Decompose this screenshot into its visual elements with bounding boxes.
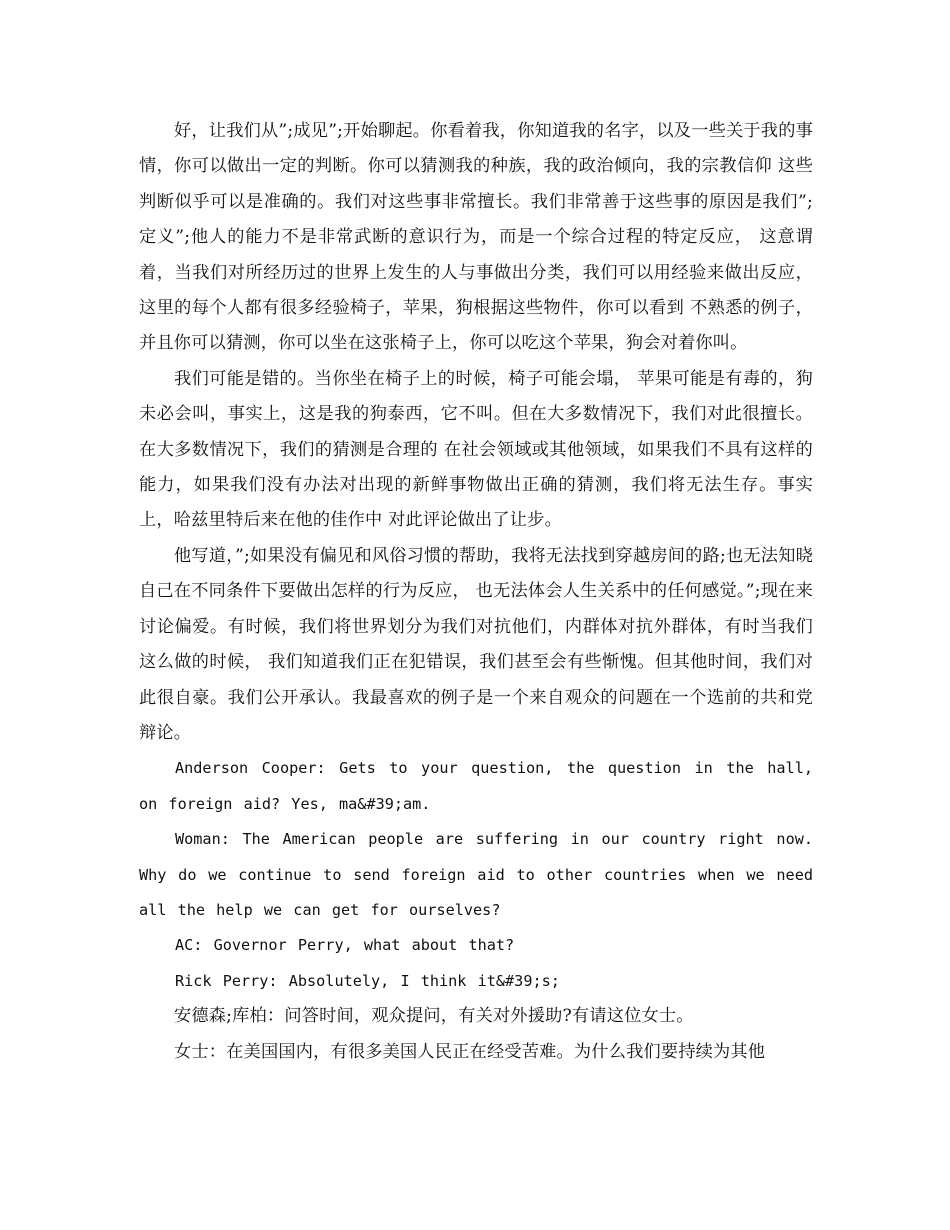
paragraph-mistakes: 我们可能是错的。当你坐在椅子上的时候，椅子可能会塌， 苹果可能是有毒的，狗未必会叫，事实上，这是我的狗泰西，它不叫。但在大多数情况下，我们对此很擅长。在大多数情况下，我们的猜测是合理的 在社会领域或其他领域，如果我们不具有这样的能力，如果我们没有办法对出现的新鲜事物做出正确的猜测，我们将无法生存。事实上，哈兹里特后来在他的佳作中 对此评论做出了让步。 <box>139 368 813 531</box>
transcript-ac: AC: Governor Perry, what about that? <box>175 936 515 955</box>
paragraph-prejudice: 好，让我们从”;成见”;开始聊起。你看着我，你知道我的名字，以及一些关于我的事情，你可以做出一定的判断。你可以猜测我的种族，我的政治倾向，我的宗教信仰 这些判断似乎可以是准确的。我们对这些事非常擅长。我们非常善于这些事的原因是我们”;定义”;他人的能力不是非常武断的意识行为，而是一个综合过程的特定反应， 这意谓着，当我们对所经历过的世界上发生的人与事做出分类，我们可以用经验来做出反应，这里的每个人都有很多经验椅子，苹果，狗根据这些物件，你可以看到 不熟悉的例子，并且你可以猜测，你可以坐在这张椅子上，你可以吃这个苹果，狗会对着你叫。 <box>139 121 813 354</box>
paragraph-hazlitt: 他写道，”;如果没有偏见和风俗习惯的帮助，我将无法找到穿越房间的路;也无法知晓自己在不同条件下要做出怎样的行为反应， 也无法体会人生关系中的任何感觉。”;现在来讨论偏爱。有时候，我们将世界划分为我们对抗他们，内群体对抗外群体，有时当我们这么做的时候， 我们知道我们正在犯错误，我们甚至会有些惭愧。但其他时间，我们对此很自豪。我们公开承认。我最喜欢的例子是一个来自观众的问题在一个选前的共和党辩论。 <box>139 545 813 743</box>
transcript-woman: Woman: The American people are suffering in our country right now. Why do we continue to send foreign aid to other countries when we need all the help we can get for ourselves? <box>139 830 813 919</box>
translation-anderson-cooper: 安德森;库柏：问答时间，观众提问，有关对外援助?有请这位女士。 <box>174 1006 694 1027</box>
transcript-anderson-cooper: Anderson Cooper: Gets to your question, the question in the hall, on foreign aid? Yes, ma&#39;am. <box>139 759 813 813</box>
transcript-rick-perry: Rick Perry: Absolutely, I think it&#39;s; <box>175 971 560 990</box>
translation-woman: 女士：在美国国内，有很多美国人民正在经受苦难。为什么我们要持续为其他 <box>174 1041 766 1062</box>
document-page <box>139 114 813 1070</box>
